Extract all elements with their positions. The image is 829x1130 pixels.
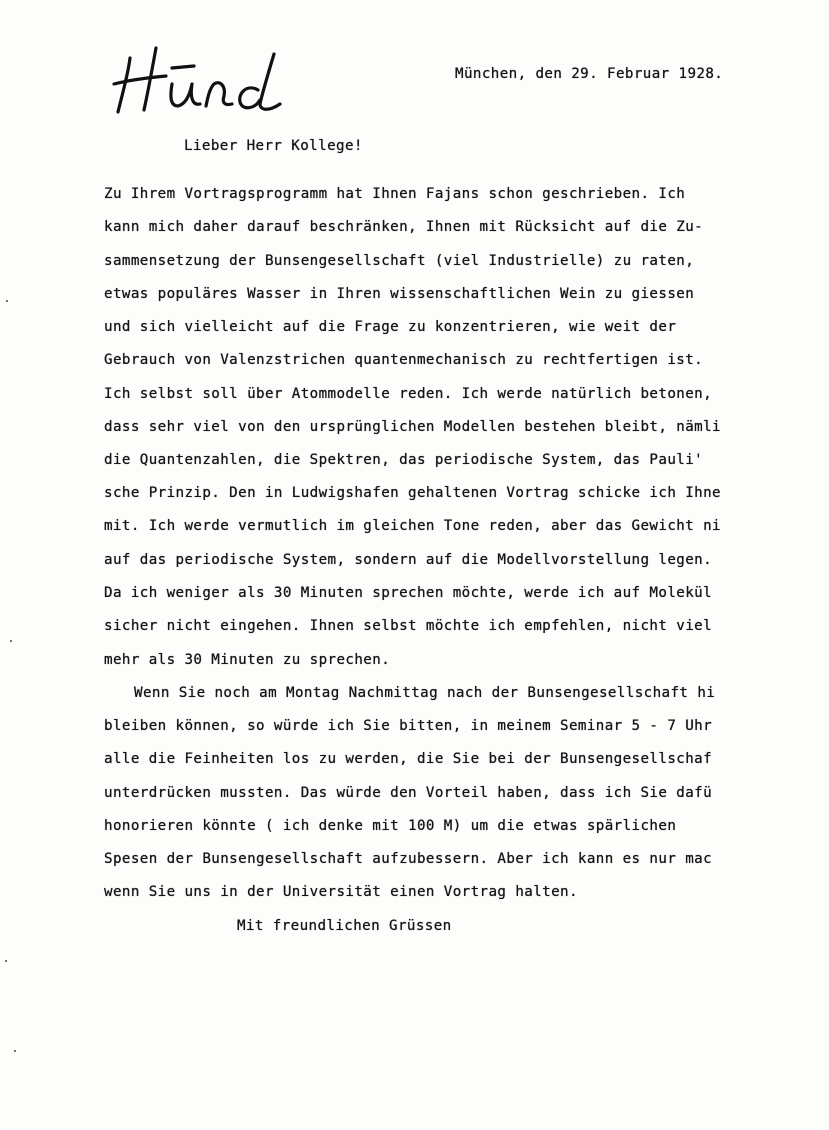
body-line: mehr als 30 Minuten zu sprechen. xyxy=(104,652,391,668)
body-line: wenn Sie uns in der Universität einen Vortrag halten. xyxy=(104,884,578,900)
body-line: Da ich weniger als 30 Minuten sprechen möchte, werde ich auf Molekül xyxy=(104,585,713,601)
scan-speck xyxy=(6,300,8,302)
body-line: auf das periodische System, sondern auf die Modellvorstellung legen. xyxy=(104,552,713,568)
body-line: bleiben können, so würde ich Sie bitten, in meinem Seminar 5 - 7 Uhr xyxy=(104,718,713,734)
scan-speck xyxy=(14,1050,16,1052)
body-line: Wenn Sie noch am Montag Nachmittag nach der Bunsengesellschaft hi xyxy=(134,685,716,701)
closing: Mit freundlichen Grüssen xyxy=(237,918,452,934)
body-line: Gebrauch von Valenzstrichen quantenmechanisch zu rechtfertigen ist. xyxy=(104,352,704,368)
body-line: mit. Ich werde vermutlich im gleichen Tone reden, aber das Gewicht ni xyxy=(104,518,721,534)
body-line: etwas populäres Wasser in Ihren wissenschaftlichen Wein zu giessen xyxy=(104,286,695,302)
body-line: sicher nicht eingehen. Ihnen selbst möchte ich empfehlen, nicht viel xyxy=(104,618,713,634)
body-line: kann mich daher darauf beschränken, Ihnen mit Rücksicht auf die Zu- xyxy=(104,219,704,235)
dateline: München, den 29. Februar 1928. xyxy=(455,66,724,82)
body-line: und sich vielleicht auf die Frage zu konzentrieren, wie weit der xyxy=(104,319,677,335)
body-line: honorieren könnte ( ich denke mit 100 M) um die etwas spärlichen xyxy=(104,818,677,834)
scan-speck xyxy=(10,640,12,642)
scan-speck xyxy=(5,960,7,962)
body-line: alle die Feinheiten los zu werden, die Sie bei der Bunsengesellschaf xyxy=(104,751,713,767)
body-line: die Quantenzahlen, die Spektren, das periodische System, das Pauli' xyxy=(104,452,704,468)
body-line: unterdrücken mussten. Das würde den Vorteil haben, dass ich Sie dafü xyxy=(104,785,713,801)
body-line: sche Prinzip. Den in Ludwigshafen gehaltenen Vortrag schicke ich Ihne xyxy=(104,485,721,501)
body-line: Zu Ihrem Vortragsprogramm hat Ihnen Fajans schon geschrieben. Ich xyxy=(104,186,686,202)
handwritten-annotation xyxy=(108,40,298,120)
body-line: sammensetzung der Bunsengesellschaft (viel Industrielle) zu raten, xyxy=(104,253,695,269)
salutation: Lieber Herr Kollege! xyxy=(184,138,363,154)
body-line: Spesen der Bunsengesellschaft aufzubessern. Aber ich kann es nur mac xyxy=(104,851,713,867)
handwritten-hund-signature xyxy=(108,40,298,120)
body-line: dass sehr viel von den ursprünglichen Modellen bestehen bleibt, nämli xyxy=(104,419,721,435)
body-line: Ich selbst soll über Atommodelle reden. Ich werde natürlich betonen, xyxy=(104,386,713,402)
